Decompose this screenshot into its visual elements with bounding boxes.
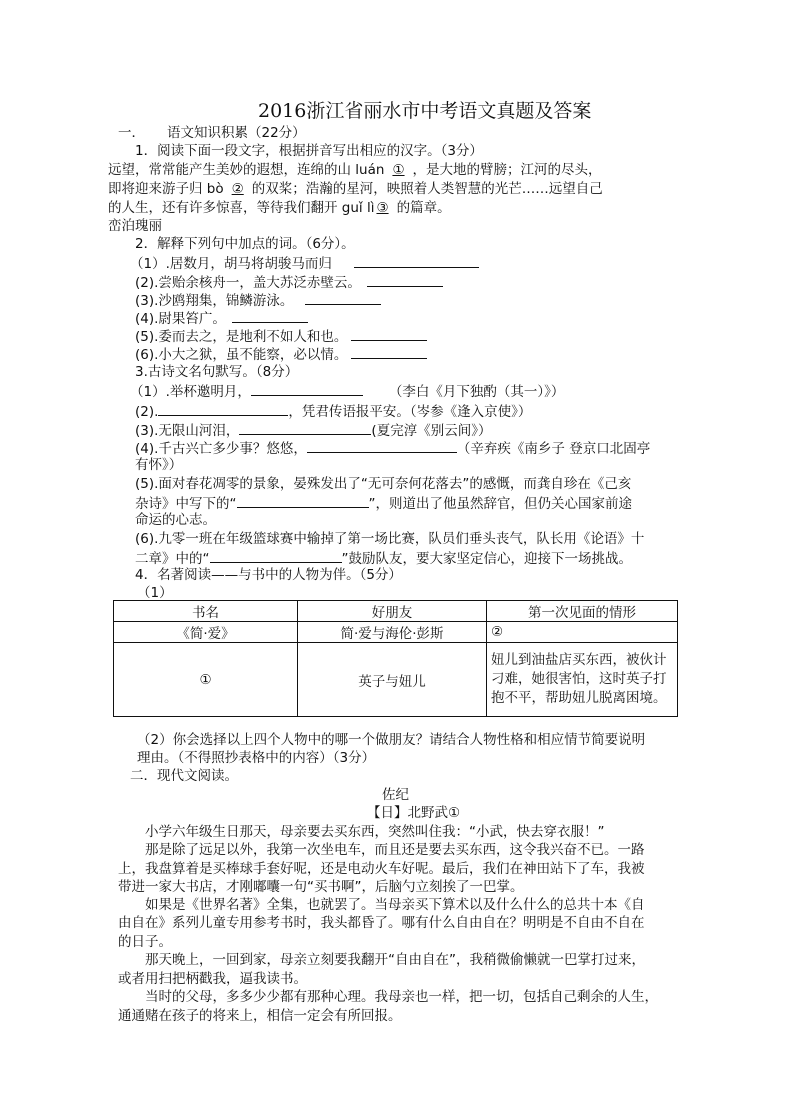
answer-line[interactable]: [354, 253, 479, 268]
q2-item: [135, 344, 427, 365]
answer-line[interactable]: [158, 401, 288, 416]
answer-line[interactable]: [305, 290, 381, 305]
section1-title: 语文知识积累（22分）: [167, 125, 306, 141]
article-paragraph: 由自在》系列儿童专用参考书时，我头都昏了。哪有什么自由自在？明明是不自由不自在: [118, 915, 645, 931]
q3-line2: [135, 401, 531, 422]
table-header: 好朋友: [298, 601, 487, 622]
answer-line[interactable]: [367, 272, 443, 287]
blank-1[interactable]: ①: [392, 162, 405, 178]
q3-text: ，凭君传语报平安。（岑参《逢入京使》）: [288, 404, 532, 420]
q1-line3: [108, 199, 451, 218]
article-author: 【日】北野武①: [367, 805, 461, 821]
q3-line1: [130, 381, 564, 402]
table-header-row: [114, 601, 678, 622]
q3-prompt: 3.古诗文名句默写。（8分）: [135, 364, 299, 380]
article-paragraph: 如果是《世界名著》全集，也就罢了。当母亲买下算术以及什么什么的总共十本《自: [145, 897, 645, 913]
q1-line1: [108, 161, 602, 180]
q1-line2: [108, 180, 603, 199]
q2-item-text: (5).委而去之，是地利不如人和也。: [135, 329, 348, 345]
q3-text: (3).无限山河泪，: [135, 423, 240, 439]
q3-line4: [135, 438, 650, 459]
q2-item-text: (6).小大之狱，虽不能察，必以情。: [135, 347, 348, 363]
section2-heading: 二．现代文阅读。: [130, 768, 238, 784]
article-paragraph: 带进一家大书店，才刚嘟囔一句“买书啊”，后脑勺立刻挨了一巴掌。: [118, 879, 524, 895]
table-cell: 英子与妞儿: [298, 643, 487, 717]
answer-line[interactable]: [239, 420, 371, 435]
q2-item: [130, 253, 479, 274]
table-header: 书名: [114, 601, 298, 622]
table-cell[interactable]: ②: [487, 622, 678, 643]
q3-line5: (5).面对春花凋零的景象，晏殊发出了“无可奈何花落去”的感慨，而龚自珍在《己亥: [135, 476, 632, 492]
table-row: [114, 622, 678, 643]
section1-heading: [118, 124, 306, 143]
article-title: 佐纪: [382, 787, 409, 803]
section1-number: 一．: [118, 125, 145, 141]
article-paragraph: 上，我盘算着是买棒球手套好呢，还是电动火车好呢。最后，我们在神田站下了车，我被: [118, 861, 645, 877]
q1-text: ，是大地的臂膀；江河的尽头，: [412, 162, 602, 178]
answer-line[interactable]: [237, 493, 369, 508]
q1-text: 的篇章。: [396, 200, 451, 216]
article-paragraph: 小学六年级生日那天，母亲要去买东西，突然叫住我：“小武，快去穿衣服！”: [145, 824, 605, 840]
answer-line[interactable]: [307, 438, 457, 453]
table-header: 第一次见面的情形: [487, 601, 678, 622]
blank-3[interactable]: ③: [376, 200, 389, 216]
q1-text: 即将迎来游子归 bò: [108, 181, 224, 197]
answer-line[interactable]: [251, 381, 363, 396]
q1-prompt: 1．阅读下面一段文字，根据拼音写出相应的汉字。（3分）: [135, 143, 483, 159]
q3-line5-end: 命运的心志。: [135, 512, 216, 528]
q3-text: ”，则道出了他虽然辞官，但仍关心国家前途: [368, 496, 632, 512]
q2-item-text: (2).尝贻余核舟一，盖大苏泛赤壁云。: [135, 275, 361, 291]
q1-answer: 峦泊瑰丽: [108, 218, 162, 234]
answer-line[interactable]: [232, 308, 308, 323]
q3-source: （辛弃疾《南乡子 登京口北固亭: [456, 441, 651, 457]
article-paragraph: 通通赌在孩子的将来上，相信一定会有所回报。: [118, 1008, 402, 1024]
q1-text: 远望，常常能产生美妙的遐想，连绵的山 luán: [108, 162, 385, 178]
q3-text: (4).千古兴亡多少事？悠悠，: [135, 441, 307, 457]
answer-line[interactable]: [351, 344, 427, 359]
table-cell: 简·爱与海伦·彭斯: [298, 622, 487, 643]
q4-sub2-cont: 理由。（不得照抄表格中的内容）（3分）: [137, 750, 376, 766]
q3-text: （1）.举杯邀明月，: [130, 384, 251, 400]
q3-source: (夏完淳《别云间》）: [371, 423, 492, 439]
q3-text: 二章》中的“: [135, 551, 210, 567]
q3-text: ”鼓励队友，要大家坚定信心，迎接下一场挑战。: [341, 551, 632, 567]
answer-line[interactable]: [351, 326, 427, 341]
q2-item-text: （1）.居数月，胡马将胡骏马而归: [130, 256, 332, 272]
q3-line4-cont: 有怀》）: [135, 457, 183, 473]
blank-2[interactable]: ②: [231, 181, 244, 197]
q3-text: 杂诗》中写下的“: [135, 496, 237, 512]
article-paragraph: 那天晚上，一回到家，母亲立刻要我翻开“自由自在”，我稍微偷懒就一巴掌打过来，: [145, 952, 645, 968]
q2-item-text: (3).沙鸥翔集，锦鳞游泳。: [135, 293, 294, 309]
page-title: 2016浙江省丽水市中考语文真题及答案: [258, 100, 592, 122]
article-paragraph: 当时的父母，多多少少都有那种心理。我母亲也一样，把一切，包括自己剩余的人生，: [145, 989, 658, 1005]
article-paragraph: 那是除了远足以外，我第一次坐电车，而且还是要去买东西，这令我兴奋不已。一路: [145, 842, 645, 858]
q1-text: 的双桨；浩瀚的星河，映照着人类智慧的光芒……远望自己: [251, 181, 603, 197]
q2-prompt: 2．解释下列句中加点的词。（6分）。: [135, 236, 355, 252]
table-cell: 妞儿到油盐店买东西，被伙计刁难，她很害怕，这时英子打抱不平，帮助妞儿脱离困境。: [487, 643, 678, 717]
q4-sub2: （2）你会选择以上四个人物中的哪一个做朋友？请结合人物性格和相应情节简要说明: [137, 732, 646, 748]
book-table: [113, 600, 678, 717]
q3-line6: (6).九零一班在年级篮球赛中输掉了第一场比赛，队员们垂头丧气，队长用《论语》十: [135, 531, 645, 547]
article-paragraph: 的日子。: [118, 934, 172, 950]
article-paragraph: 或者用扫把柄戳我，逼我读书。: [118, 971, 307, 987]
q4-sub1: （1）: [137, 585, 173, 601]
answer-line[interactable]: [210, 548, 342, 563]
q3-text: (2).: [135, 404, 159, 420]
q2-item-text: (4).尉果笞广。: [135, 311, 226, 327]
q3-source: （李白《月下独酌（其一）》）: [388, 384, 565, 400]
table-cell[interactable]: ①: [114, 643, 298, 717]
q1-text: 的人生，还有许多惊喜，等待我们翻开 guǐ lì: [108, 200, 375, 216]
q4-prompt: 4．名著阅读——与书中的人物为伴。（5分）: [135, 567, 402, 583]
table-row: [114, 643, 678, 717]
table-cell: 《简·爱》: [114, 622, 298, 643]
